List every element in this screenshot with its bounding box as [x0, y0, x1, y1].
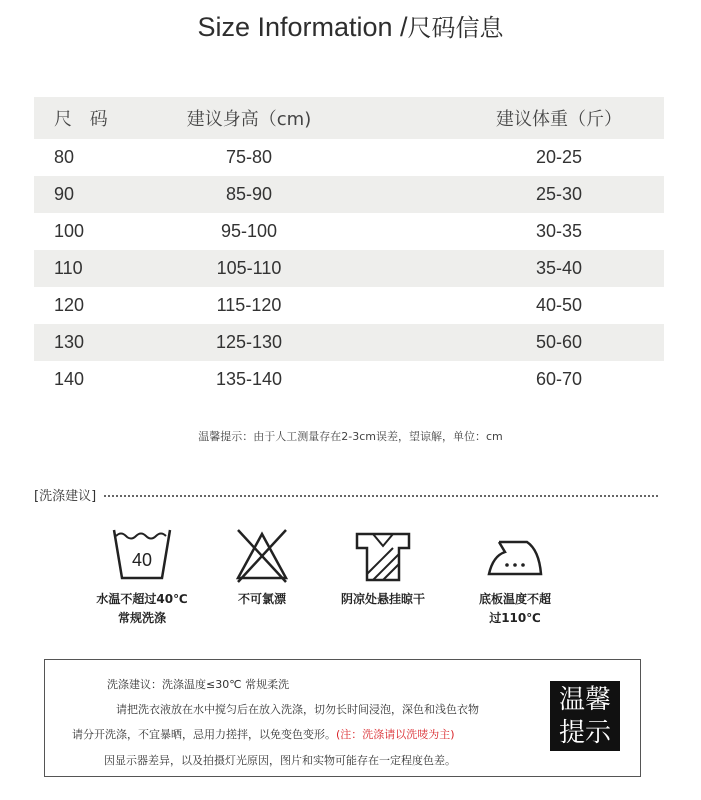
table-row	[34, 324, 664, 361]
care-item-wash	[77, 528, 207, 628]
size-cell: 100	[54, 221, 85, 241]
table-row	[34, 361, 664, 398]
care-caption: 不可氯漂	[237, 592, 286, 606]
tips-box-top-border	[45, 659, 640, 660]
iron-icon	[485, 528, 545, 584]
care-item-iron	[450, 528, 580, 628]
height-cell: 75-80	[225, 147, 273, 167]
size-cell: 130	[34, 324, 164, 361]
header-weight: 建议体重（斤）	[334, 97, 664, 139]
weight-cell: 25-30	[334, 176, 664, 213]
size-cell: 120	[54, 295, 85, 315]
page-title	[0, 8, 701, 43]
tips-badge: 温馨 提示	[550, 681, 620, 751]
table-row	[34, 250, 664, 287]
care-item-bleach	[197, 528, 327, 609]
size-table-header-row	[34, 97, 664, 139]
care-caption: 水温不超过40℃ 常规洗涤	[96, 592, 188, 625]
height-cell: 105-110	[164, 250, 334, 287]
wash-temperature-badge: 40	[131, 550, 153, 570]
size-cell: 110	[34, 250, 164, 287]
height-cell: 95-100	[220, 221, 278, 241]
dotted-divider	[104, 495, 658, 497]
table-row	[34, 213, 664, 250]
weight-cell: 40-50	[535, 295, 583, 315]
tips-line-4: 因显示器差异，以及拍摄灯光原因，图片和实物可能存在一定程度色差。	[104, 754, 456, 767]
care-caption: 阴凉处悬挂晾干	[340, 592, 425, 606]
height-cell: 125-130	[164, 324, 334, 361]
weight-cell: 20-25	[535, 147, 583, 167]
table-row	[34, 287, 664, 324]
wash-section-label: [洗涤建议]	[34, 488, 97, 504]
height-cell: 115-120	[216, 295, 282, 315]
table-row	[34, 139, 664, 176]
tips-red-note: (注：洗涤请以洗唛为主)	[336, 728, 455, 741]
tips-line-1: 洗涤建议：洗涤温度≤30℃ 常规柔洗	[107, 678, 290, 691]
size-cell: 80	[54, 147, 75, 167]
care-item-dry	[318, 528, 448, 609]
weight-cell: 35-40	[334, 250, 664, 287]
wash-40-icon	[112, 528, 172, 584]
tips-line-3: 请分开洗涤，不宜暴晒，忌用力搓拌，以免变色变形。(注：洗涤请以洗唛为主)	[72, 728, 455, 741]
size-table	[34, 97, 664, 398]
tips-line-2: 请把洗衣液放在水中搅匀后在放入洗涤，切勿长时间浸泡，深色和浅色衣物	[116, 703, 479, 716]
table-row	[34, 176, 664, 213]
title-english: Size Information /	[197, 12, 408, 42]
title-chinese: 尺码信息	[407, 14, 504, 42]
weight-cell: 50-60	[334, 324, 664, 361]
header-size: 尺 码	[34, 97, 164, 139]
size-cell: 90	[34, 176, 164, 213]
header-height: 建议身高（cm)	[164, 97, 334, 139]
no-bleach-icon	[232, 528, 292, 584]
measurement-note: 温馨提示：由于人工测量存在2-3cm误差，望谅解，单位：cm	[198, 430, 503, 443]
care-caption: 底板温度不超 过110℃	[478, 592, 551, 625]
wash-section-header	[34, 483, 658, 505]
weight-cell: 60-70	[535, 369, 583, 389]
weight-cell: 30-35	[535, 221, 583, 241]
size-cell: 140	[54, 369, 85, 389]
height-cell: 135-140	[215, 369, 283, 389]
height-cell: 85-90	[164, 176, 334, 213]
shade-hang-dry-icon	[353, 528, 413, 584]
